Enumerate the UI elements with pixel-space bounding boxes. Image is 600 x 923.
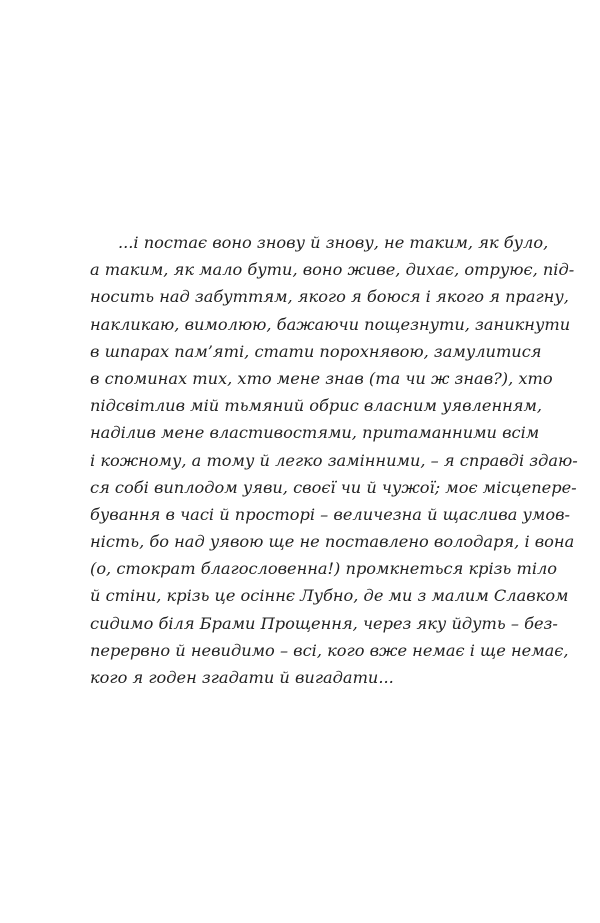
paragraph-line: сидимо біля Брами Прощення, через яку йдуть – без- (90, 613, 558, 633)
paragraph-line: (о, стократ благословенна!) промкнеться крізь тіло (90, 559, 558, 579)
paragraph-line: наділив мене властивостями, притаманними всім (90, 423, 540, 443)
paragraph-line: ся собі виплодом уяви, своєї чи й чужої; моє місцепере- (90, 477, 577, 497)
paragraph-line: бування в часі й просторі – величезна й щаслива умов- (90, 504, 570, 524)
paragraph-line: носить над забуттям, якого я боюся і якого я прагну, (90, 287, 569, 307)
paragraph-line: і кожному, а тому й легко замінними, – я справді здаю- (90, 450, 578, 470)
paragraph-line: ність, бо над уявою ще не поставлено володаря, і вона (90, 532, 575, 552)
paragraph-line: накликаю, вимолюю, бажаючи пощезнути, заникнути (90, 314, 571, 334)
paragraph-line: в шпарах пам’яті, стати порохнявою, замулитися (90, 341, 542, 361)
paragraph-line: ...і постає воно знову й знову, не таким, як було, (118, 233, 549, 252)
paragraph-line: й стіни, крізь це осіннє Лубно, де ми з малим Славком (90, 586, 569, 606)
paragraph-line: а таким, як мало бути, воно живе, дихає, отруює, під- (90, 260, 575, 280)
paragraph (90, 229, 578, 691)
paragraph-line: в споминах тих, хто мене знав (та чи ж знав?), хто (90, 368, 553, 388)
paragraph-line: перервно й невидимо – всі, кого вже немає і ще немає, (90, 640, 569, 660)
paragraph-line: підсвітлив мій тьмяний обрис власним уявленням, (90, 396, 543, 416)
paragraph-line: кого я годен згадати й вигадати... (90, 668, 394, 687)
